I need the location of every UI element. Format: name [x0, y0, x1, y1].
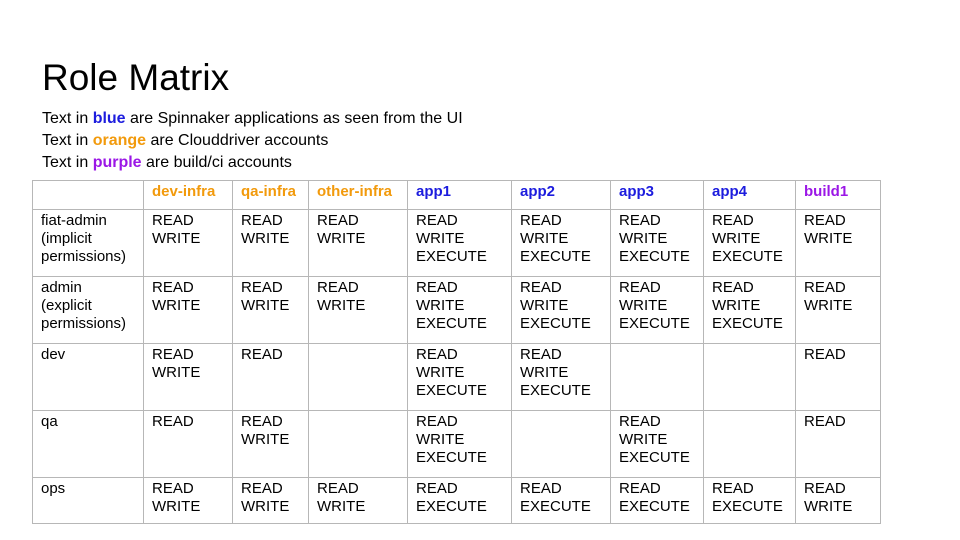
permission-cell	[796, 210, 881, 277]
permission-read: READ	[804, 412, 846, 430]
permission-execute: EXECUTE	[520, 497, 591, 515]
permission-cell	[309, 410, 408, 477]
column-header-app1: app1	[408, 181, 512, 210]
permission-write: WRITE	[712, 296, 761, 314]
permission-cell	[233, 276, 309, 343]
permission-cell	[233, 343, 309, 410]
permission-execute: EXECUTE	[712, 248, 783, 265]
permission-write: WRITE	[241, 296, 290, 314]
permission-cell	[512, 276, 611, 343]
permission-cell	[796, 410, 881, 477]
role-cell	[33, 410, 144, 477]
permission-read: READ	[241, 212, 283, 229]
legend-prefix: Text in	[42, 132, 93, 149]
permission-execute: EXECUTE	[619, 448, 690, 466]
permission-read: READ	[619, 212, 661, 229]
legend-suffix: are Clouddriver accounts	[146, 132, 329, 149]
legend-prefix: Text in	[42, 110, 93, 127]
permission-cell	[704, 343, 796, 410]
permission-execute: EXECUTE	[619, 497, 690, 515]
page-title: Role Matrix	[42, 57, 230, 98]
permission-read: READ	[152, 479, 194, 497]
permission-write: WRITE	[619, 296, 668, 314]
permission-cell	[408, 276, 512, 343]
permission-read: READ	[712, 212, 754, 229]
permission-cell	[233, 410, 309, 477]
table-row	[33, 210, 881, 277]
legend-suffix: are Spinnaker applications as seen from the UI	[125, 110, 463, 127]
permission-write: WRITE	[317, 296, 366, 314]
role-label-line: fiat-admin	[41, 212, 107, 229]
role-cell	[33, 210, 144, 277]
permission-write: WRITE	[520, 296, 569, 314]
permission-read: READ	[619, 278, 661, 296]
permission-execute: EXECUTE	[619, 314, 690, 332]
permission-write: WRITE	[619, 230, 668, 247]
table-row	[33, 276, 881, 343]
permission-write: WRITE	[317, 497, 366, 515]
permission-cell	[512, 477, 611, 524]
column-header-app2: app2	[512, 181, 611, 210]
legend-line	[42, 108, 463, 130]
permission-read: READ	[241, 412, 283, 430]
legend-highlight-blue: blue	[92, 110, 126, 127]
permission-read: READ	[241, 479, 283, 497]
permission-execute: EXECUTE	[520, 314, 591, 332]
column-header-app3: app3	[611, 181, 704, 210]
permission-cell	[611, 343, 704, 410]
permission-read: READ	[317, 479, 359, 497]
permission-cell	[796, 343, 881, 410]
permission-execute: EXECUTE	[520, 248, 591, 265]
permission-read: READ	[241, 345, 283, 363]
permission-write: WRITE	[804, 230, 853, 247]
permission-write: WRITE	[152, 230, 201, 247]
permission-cell	[309, 343, 408, 410]
permission-read: READ	[520, 479, 562, 497]
header-row	[33, 181, 881, 210]
permission-read: READ	[152, 412, 194, 430]
permission-write: WRITE	[804, 296, 853, 314]
permission-cell	[309, 276, 408, 343]
permission-execute: EXECUTE	[416, 314, 487, 332]
permission-write: WRITE	[520, 363, 569, 381]
permission-cell	[704, 276, 796, 343]
permission-cell	[144, 343, 233, 410]
column-header-other-infra: other-infra	[309, 181, 408, 210]
permission-read: READ	[416, 479, 458, 497]
role-label-line: (explicit	[41, 296, 92, 314]
role-label-line: dev	[41, 345, 66, 363]
permission-read: READ	[317, 278, 359, 296]
role-label-line: (implicit	[41, 230, 92, 247]
permission-read: READ	[520, 212, 562, 229]
permission-read: READ	[152, 212, 194, 229]
role-cell	[33, 343, 144, 410]
permission-read: READ	[619, 479, 661, 497]
permission-write: WRITE	[152, 296, 201, 314]
permission-cell	[144, 276, 233, 343]
role-matrix-table	[32, 180, 881, 524]
permission-cell	[611, 276, 704, 343]
permission-cell	[796, 276, 881, 343]
role-cell	[33, 477, 144, 524]
permission-write: WRITE	[241, 430, 290, 448]
legend-suffix: are build/ci accounts	[141, 154, 292, 171]
permission-execute: EXECUTE	[619, 248, 690, 265]
role-label-line: ops	[41, 479, 66, 497]
permission-write: WRITE	[520, 230, 569, 247]
column-header-qa-infra: qa-infra	[233, 181, 309, 210]
permission-read: READ	[416, 212, 458, 229]
permission-cell	[704, 210, 796, 277]
role-label-line: permissions)	[41, 248, 127, 265]
color-legend	[42, 108, 463, 174]
permission-cell	[704, 477, 796, 524]
permission-cell	[144, 410, 233, 477]
permission-read: READ	[416, 278, 458, 296]
legend-line	[42, 152, 463, 174]
role-label-line: qa	[41, 412, 58, 430]
permission-execute: EXECUTE	[712, 497, 783, 515]
permission-write: WRITE	[416, 230, 465, 247]
permission-cell	[408, 343, 512, 410]
permission-read: READ	[804, 278, 846, 296]
permission-read: READ	[416, 345, 458, 363]
permission-cell	[796, 477, 881, 524]
permission-cell	[611, 477, 704, 524]
permission-cell	[512, 410, 611, 477]
permission-write: WRITE	[152, 497, 201, 515]
permission-write: WRITE	[241, 230, 290, 247]
column-header-build1: build1	[796, 181, 881, 210]
permission-write: WRITE	[152, 363, 201, 381]
permission-execute: EXECUTE	[712, 314, 783, 332]
permission-cell	[611, 210, 704, 277]
permission-cell	[144, 477, 233, 524]
permission-cell	[233, 210, 309, 277]
permission-read: READ	[804, 212, 846, 229]
permission-read: READ	[152, 278, 194, 296]
legend-prefix: Text in	[42, 154, 93, 171]
permission-write: WRITE	[416, 430, 465, 448]
permission-cell	[309, 477, 408, 524]
permission-read: READ	[804, 479, 846, 497]
permission-cell	[144, 210, 233, 277]
role-cell	[33, 276, 144, 343]
permission-execute: EXECUTE	[416, 248, 487, 265]
permission-cell	[611, 410, 704, 477]
table-row	[33, 343, 881, 410]
permission-cell	[512, 343, 611, 410]
permission-cell	[309, 210, 408, 277]
permission-execute: EXECUTE	[416, 497, 487, 515]
permission-read: READ	[804, 345, 846, 363]
permission-write: WRITE	[317, 230, 366, 247]
column-header-dev-infra: dev-infra	[144, 181, 233, 210]
permission-read: READ	[712, 479, 754, 497]
legend-line	[42, 130, 463, 152]
permission-cell	[408, 477, 512, 524]
column-header-app4: app4	[704, 181, 796, 210]
role-label-line: admin	[41, 278, 82, 296]
permission-write: WRITE	[416, 363, 465, 381]
permission-read: READ	[416, 412, 458, 430]
permission-cell	[233, 477, 309, 524]
permission-read: READ	[317, 212, 359, 229]
permission-read: READ	[619, 412, 661, 430]
corner-cell	[33, 181, 144, 210]
role-label-line: permissions)	[41, 314, 127, 332]
permission-read: READ	[520, 278, 562, 296]
table-row	[33, 410, 881, 477]
permission-cell	[704, 410, 796, 477]
permission-cell	[408, 410, 512, 477]
permission-execute: EXECUTE	[416, 381, 487, 399]
permission-cell	[512, 210, 611, 277]
legend-highlight-orange: orange	[92, 132, 147, 149]
permission-read: READ	[712, 278, 754, 296]
permission-execute: EXECUTE	[520, 381, 591, 399]
permission-read: READ	[152, 345, 194, 363]
permission-write: WRITE	[804, 497, 853, 515]
permission-write: WRITE	[416, 296, 465, 314]
permission-read: READ	[241, 278, 283, 296]
permission-write: WRITE	[619, 430, 668, 448]
legend-highlight-purple: purple	[92, 154, 142, 171]
permission-cell	[408, 210, 512, 277]
permission-write: WRITE	[712, 230, 761, 247]
table-row	[33, 477, 881, 524]
permission-write: WRITE	[241, 497, 290, 515]
permission-read: READ	[520, 345, 562, 363]
permission-execute: EXECUTE	[416, 448, 487, 466]
